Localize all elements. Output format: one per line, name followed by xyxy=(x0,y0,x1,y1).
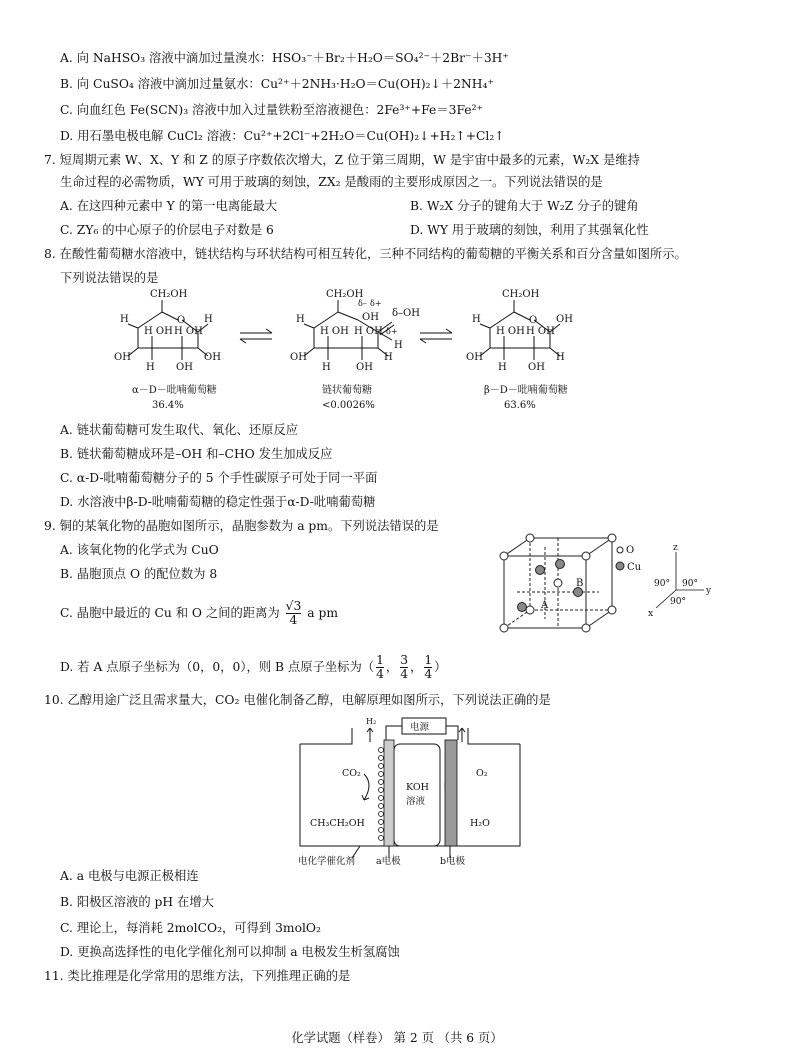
q9-c-fraction: $\frac{√3}{4}$ xyxy=(285,599,302,627)
chain-h-label: H xyxy=(384,352,393,363)
alpha-name-label: α－D－吡喃葡萄糖 xyxy=(132,385,217,396)
ethanol-label: CH₃CH₂OH xyxy=(310,818,365,829)
q9-stem: 9. 铜的某氧化物的晶胞如图所示，晶胞参数为 a pm。下列说法错误的是 xyxy=(44,519,439,533)
chain-h-label: H xyxy=(322,362,331,373)
q9-d-fraction-2: $\frac{3}{4}$ xyxy=(400,653,409,681)
alpha-oh-label: OH xyxy=(176,362,193,373)
q7-option-a: A. 在这四种元素中 Y 的第一电离能最大 xyxy=(60,199,278,213)
q8-stem-line2: 下列说法错误的是 xyxy=(60,271,159,285)
alpha-ch2oh-label: CH₂OH xyxy=(150,289,188,300)
page-footer: 化学试题（样卷） 第 2 页 （共 6 页） xyxy=(291,1031,503,1045)
q8-option-a: A. 链状葡萄糖可发生取代、氧化、还原反应 xyxy=(60,423,299,437)
q10-option-b: B. 阳极区溶液的 pH 在增大 xyxy=(60,895,214,909)
q9-option-c-unit: a pm xyxy=(307,606,338,620)
alpha-h-label: H xyxy=(120,314,129,325)
chain-delta-plus-label: δ+ xyxy=(370,299,382,308)
chain-name-label: 链状葡萄糖 xyxy=(322,385,372,396)
q7-stem-line2: 生命过程的必需物质，WY 可用于玻璃的刻蚀，ZX₂ 是酸雨的主要形成原因之一。下列说法错误的是 xyxy=(60,175,603,189)
q8-option-c: C. α-D-吡喃葡萄糖分子的 5 个手性碳原子可处于同一平面 xyxy=(60,471,378,485)
q7-option-b: B. W₂X 分子的键角大于 W₂Z 分子的键角 xyxy=(410,199,639,213)
q6-option-c: C. 向血红色 Fe(SCN)₃ 溶液中加入过量铁粉至溶液褪色：2Fe³⁺+Fe＝3Fe²⁺ xyxy=(60,103,483,117)
beta-h-label: H xyxy=(472,314,481,325)
electrolysis-cell-figure xyxy=(290,714,530,866)
angle-label: 90° xyxy=(670,597,686,607)
q9-option-b: B. 晶胞顶点 O 的配位数为 8 xyxy=(60,567,218,581)
q6-option-b: B. 向 CuSO₄ 溶液中滴加过量氨水：Cu²⁺＋2NH₃·H₂O＝Cu(OH)₂↓＋2NH₄⁺ xyxy=(60,77,494,91)
q8-option-d: D. 水溶液中β-D-吡喃葡萄糖的稳定性强于α-D-吡喃葡萄糖 xyxy=(60,495,376,509)
point-b-label: B xyxy=(576,578,584,589)
q7-option-d: D. WY 用于玻璃的刻蚀，利用了其强氧化性 xyxy=(410,223,649,237)
beta-percent-label: 63.6% xyxy=(504,400,536,411)
alpha-h-label: H xyxy=(204,314,213,325)
b-electrode-label: b电极 xyxy=(440,856,466,866)
beta-h-label: H xyxy=(498,362,507,373)
beta-oh-label: OH xyxy=(466,352,483,363)
chain-aldehyde-h-label: H xyxy=(394,340,403,351)
q10-option-a: A. a 电极与电源正极相连 xyxy=(60,869,199,883)
chain-hoh-label: H OH xyxy=(320,326,349,337)
koh-solution-label: 溶液 xyxy=(406,796,426,807)
chain-delta-plus-c-label: δ+ xyxy=(386,327,398,336)
q10-stem: 10. 乙醇用途广泛且需求量大，CO₂ 电催化制备乙醇，电解原理如图所示，下列说法正确的是 xyxy=(44,693,551,707)
point-a-label: A xyxy=(541,600,549,611)
legend-cu-label: Cu xyxy=(627,562,642,573)
axis-x-label: x xyxy=(648,609,654,619)
q11-stem: 11. 类比推理是化学常用的思维方法，下列推理正确的是 xyxy=(44,969,351,983)
chain-ch2oh-label: CH₂OH xyxy=(326,289,364,300)
beta-hoh-label: H OH xyxy=(526,326,555,337)
q10-option-c: C. 理论上，每消耗 2molCO₂，可得到 3molO₂ xyxy=(60,921,321,935)
power-supply-label: 电源 xyxy=(410,722,430,733)
o2-label: O₂ xyxy=(476,768,488,779)
q9-option-c-text: C. 晶胞中最近的 Cu 和 O 之间的距离为 xyxy=(60,606,280,620)
copper-oxide-unit-cell-figure xyxy=(490,530,730,640)
q10-option-d: D. 更换高选择性的电化学催化剂可以抑制 a 电极发生析氢腐蚀 xyxy=(60,945,400,959)
chain-oh-label: OH xyxy=(356,362,373,373)
h2-label: H₂ xyxy=(366,717,377,726)
catalyst-label: 电化学催化剂 xyxy=(298,856,356,866)
beta-oh-label: OH xyxy=(556,314,573,325)
q6-option-a: A. 向 NaHSO₃ 溶液中滴加过量溴水：HSO₃⁻＋Br₂＋H₂O＝SO₄²⁻＋2Br⁻＋3H⁺ xyxy=(60,51,509,65)
q9-d-fraction-3: $\frac{1}{4}$ xyxy=(424,653,433,681)
chain-delta-minus-label: δ– xyxy=(358,299,367,308)
q8-stem-line1: 8. 在酸性葡萄糖水溶液中，链状结构与环状结构可相互转化，三种不同结构的葡萄糖的平衡关系和百分含量如图所示。 xyxy=(44,247,687,261)
alpha-hoh-label: H OH xyxy=(174,326,203,337)
angle-label: 90° xyxy=(682,579,698,589)
koh-label: KOH xyxy=(406,782,429,793)
chain-oh-label: OH xyxy=(290,352,307,363)
beta-h-label: H xyxy=(556,352,565,363)
q7-stem-line1: 7. 短周期元素 W、X、Y 和 Z 的原子序数依次增大，Z 位于第三周期，W 是宇宙中最多的元素，W₂X 是维持 xyxy=(44,153,640,167)
beta-oh-label: OH xyxy=(528,362,545,373)
alpha-hoh-label: H OH xyxy=(144,326,173,337)
q9-option-c xyxy=(60,600,338,627)
chain-carbonyl-o-label: δ–OH xyxy=(392,308,420,319)
alpha-oh-label: OH xyxy=(204,352,221,363)
q8-option-b: B. 链状葡萄糖成环是–OH 和–CHO 发生加成反应 xyxy=(60,447,333,461)
beta-name-label: β－D－吡喃葡萄糖 xyxy=(484,385,568,396)
axis-z-label: z xyxy=(673,543,678,553)
chain-hoh-label: H OH xyxy=(354,326,383,337)
axis-y-label: y xyxy=(706,586,712,596)
q7-option-c: C. ZY₆ 的中心原子的价层电子对数是 6 xyxy=(60,223,274,237)
legend-o-label: O xyxy=(626,545,635,556)
alpha-oh-label: OH xyxy=(114,352,131,363)
q9-d-fraction-1: $\frac{1}{4}$ xyxy=(376,653,384,681)
q6-option-d: D. 用石墨电极电解 CuCl₂ 溶液：Cu²⁺+2Cl⁻+2H₂O＝Cu(OH)₂↓+H₂↑+Cl₂↑ xyxy=(60,129,505,143)
angle-label: 90° xyxy=(654,579,670,589)
h2o-label: H₂O xyxy=(470,818,490,829)
beta-ch2oh-label: CH₂OH xyxy=(502,289,540,300)
co2-label: CO₂ xyxy=(342,768,361,779)
alpha-percent-label: 36.4% xyxy=(152,400,184,411)
q9-option-d: D. 若 A 点原子坐标为（0，0，0），则 B 点原子坐标为（ $\frac{1}{4}$ ， $\frac{3}{4}$ ， $\frac{1}{4}$ ） xyxy=(60,653,447,681)
glucose-equilibrium-figure xyxy=(100,286,620,416)
a-electrode-label: a电极 xyxy=(376,856,401,866)
beta-hoh-label: H OH xyxy=(496,326,525,337)
alpha-h-label: H xyxy=(146,362,155,373)
chain-h-label: H xyxy=(296,314,305,325)
alpha-ring-o-label: O xyxy=(177,315,186,326)
chain-percent-label: <0.0026% xyxy=(322,400,375,411)
beta-ring-o-label: O xyxy=(529,315,538,326)
q9-option-a: A. 该氧化物的化学式为 CuO xyxy=(60,543,219,557)
chain-oh-label: OH xyxy=(362,312,379,323)
